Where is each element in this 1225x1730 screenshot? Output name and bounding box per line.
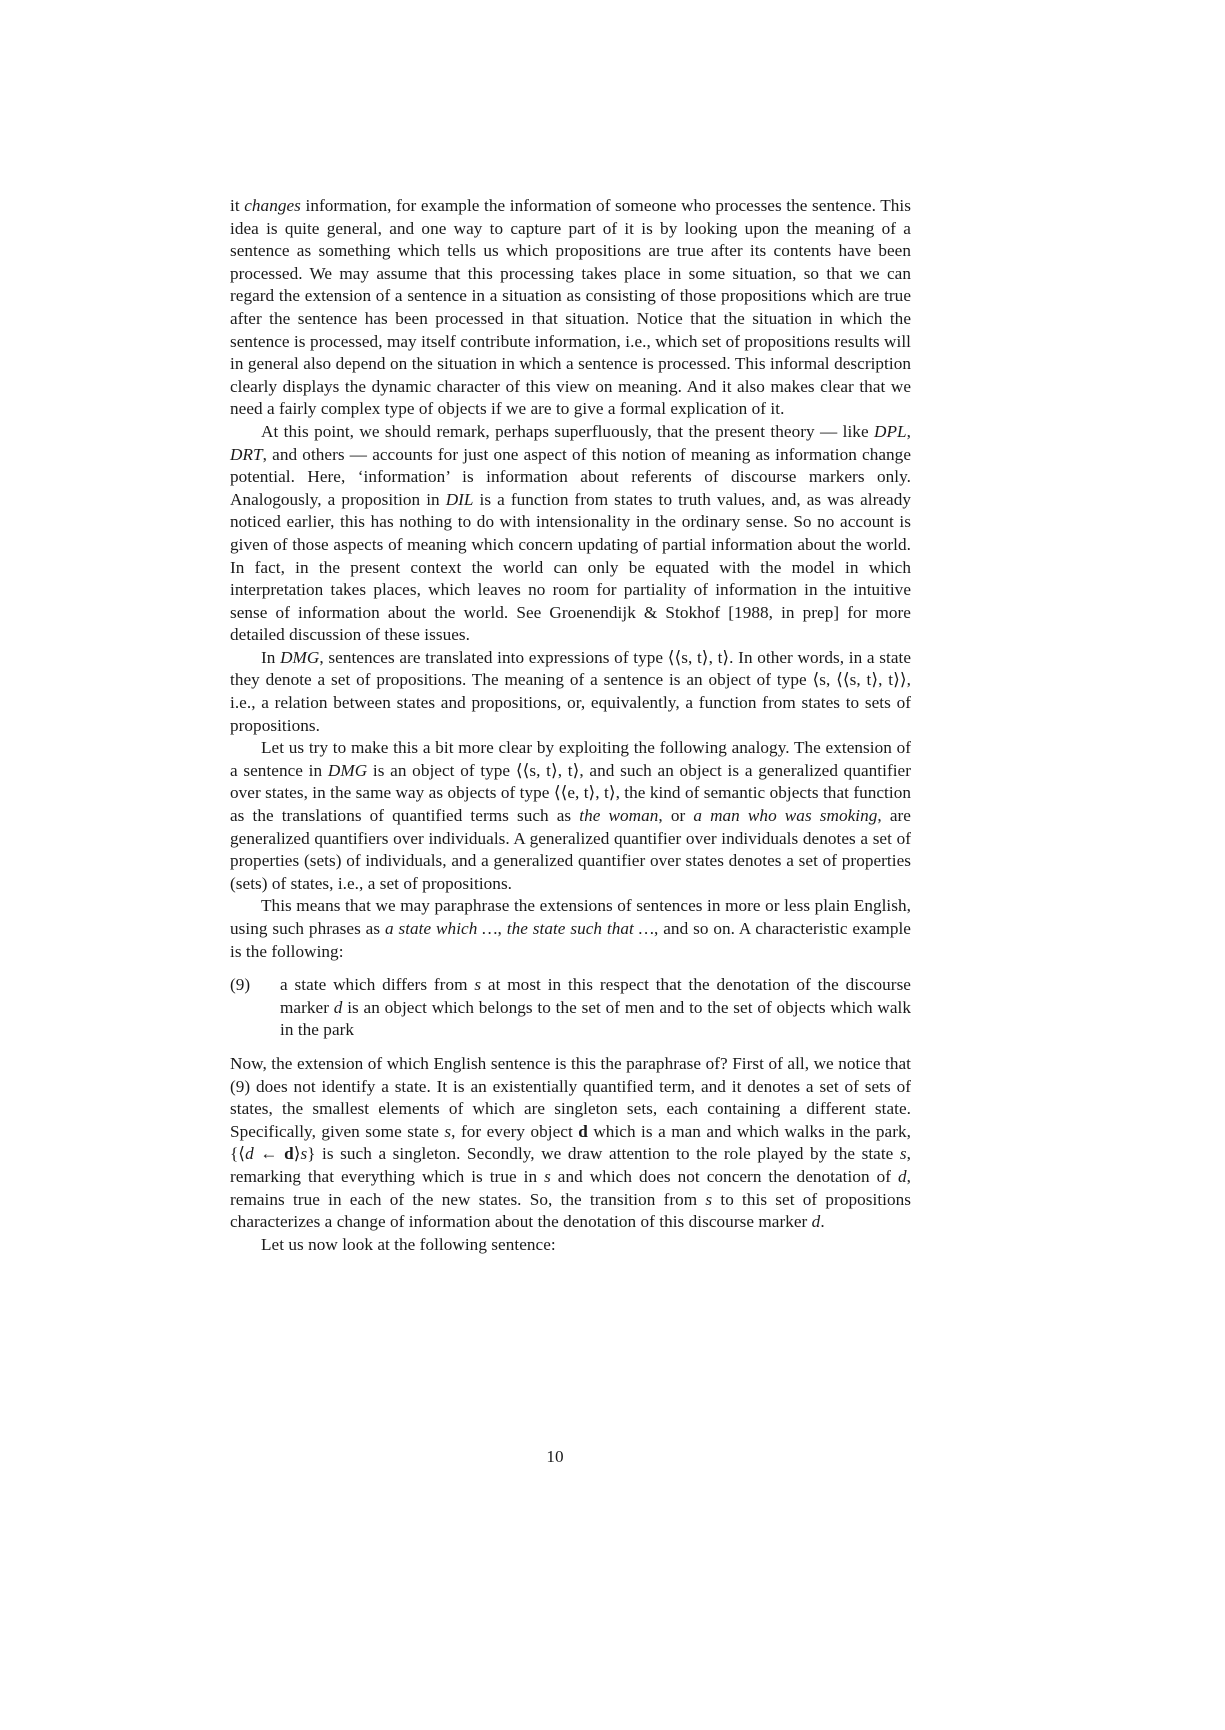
text-run: a state which differs from <box>280 975 475 995</box>
text-run: In <box>261 647 281 667</box>
text-run: is a function from states to truth values, and, as was already noticed earlier, this has nothing to do with intensionality in the ordinary sense. So no account is given of those aspects of meaning which concern updating of partial information about the world. In fact, in the present context the world can only be equated with the model in which interpretation takes places, which leaves no room for partiality of information in the intuitive sense of information about the world. See Groenendijk & Stokhof [1988, in prep] for more detailed discussion of these issues. <box>230 489 911 645</box>
italic-term: the woman <box>579 806 659 826</box>
paragraph-6 <box>230 1053 911 1234</box>
italic-term: a state which … <box>384 919 498 938</box>
paragraph-7 <box>230 1234 911 1257</box>
text-run: , sentences are translated into expressions of type ⟨⟨s, t⟩, t⟩. In other words, in a state they denote a set of propositions. The meaning of a sentence is an object of type ⟨s, ⟨⟨s, t⟩, t⟩⟩, i.e., a relation between states and propositions, or, equivalently, a function from states to sets of propositions. <box>230 647 911 735</box>
page-number: 10 <box>546 1447 564 1466</box>
text-run: , and so on. A characteristic example is the following: <box>230 919 911 961</box>
paragraph-2 <box>230 421 911 647</box>
paragraph-1 <box>230 195 911 421</box>
body-text <box>230 195 911 1256</box>
italic-term: DPL <box>874 421 907 441</box>
text-run: , <box>497 919 507 938</box>
math-var: d <box>811 1212 821 1232</box>
math-bold: d <box>578 1121 588 1141</box>
italic-term: the state such that … <box>506 919 655 938</box>
math-var: s <box>300 1144 308 1164</box>
paragraph-5 <box>230 895 911 963</box>
math-var: d <box>245 1144 254 1164</box>
text-run: , and others — accounts for just one aspect of this notion of meaning as information change potential. Here, ‘information’ is information about referents of discourse markers only. Analogously, a proposition in <box>230 444 911 509</box>
math-var: d <box>333 997 343 1017</box>
text-run: is an object of type ⟨⟨s, t⟩, t⟩, and such an object is a generalized quantifier over states, in the same way as objects of type ⟨⟨e, t⟩, t⟩, the kind of semantic objects that function as the translations of quantified terms such as <box>230 760 911 826</box>
italic-term: DIL <box>445 489 474 509</box>
text-run: and which does not concern the denotation of <box>550 1166 898 1186</box>
text-run: , are generalized quantifiers over individuals. A generalized quantifier over individuals denotes a set of properties (sets) of individuals, and a generalized quantifier over states denotes a set of properties (sets) of states, i.e., a set of propositions. <box>230 806 911 893</box>
italic-term: DMG <box>280 647 320 667</box>
text-run: At this point, we should remark, perhaps superfluously, that the present theory — like <box>261 421 875 441</box>
text-run: } is such a singleton. Secondly, we draw attention to the role played by the state <box>307 1144 900 1164</box>
italic-term: a man who was smoking <box>693 806 878 826</box>
text-run: it <box>230 196 245 215</box>
text-run: , remarking that everything which is true in <box>230 1144 911 1186</box>
text-run: information, for example the information of someone who processes the sentence. This idea is quite general, and one way to capture part of it is by looking upon the meaning of a sentence as something which tells us which propositions are true after its contents have been processed. We may assume that this processing takes place in some situation, so that we can regard the extension of a sentence in a situation as consisting of those propositions which are true after the sentence has been processed in that situation. Notice that the situation in which the sentence is processed, may itself contribute information, i.e., which set of propositions results will in general also depend on the situation in which a sentence is processed. This informal description clearly displays the dynamic character of this view on meaning. And it also makes clear that we need a fairly complex type of objects if we are to give a formal explication of it. <box>230 196 911 419</box>
text-run: which is a man and which walks in the park, {⟨ <box>230 1121 911 1164</box>
text-run: ← <box>253 1144 285 1164</box>
example-number: (9) <box>230 975 251 995</box>
text-run: . <box>820 1212 825 1232</box>
math-var: d <box>897 1166 907 1186</box>
example-text <box>280 974 911 1042</box>
math-var: s <box>899 1144 907 1164</box>
italic-term: DMG <box>327 760 368 780</box>
text-run: , remains true in each of the new states. So, the transition from <box>230 1166 911 1209</box>
math-var: s <box>474 975 482 995</box>
text-run: Let us try to make this a bit more clear by exploiting the following analogy. The extension of a sentence in <box>230 738 911 780</box>
math-var: s <box>444 1121 452 1141</box>
italic-term: changes <box>244 196 301 215</box>
text-run: Let us now look at the following sentence: <box>261 1234 556 1254</box>
text-run: is an object which belongs to the set of men and to the set of objects which walk in the park <box>280 997 911 1040</box>
italic-term: DRT <box>230 444 263 464</box>
paragraph-3 <box>230 647 911 737</box>
math-var: s <box>705 1189 713 1209</box>
text-run: , or <box>658 806 694 826</box>
text-run: , <box>906 421 911 441</box>
text-run: This means that we may paraphrase the extensions of sentences in more or less plain English, using such phrases as <box>230 896 911 938</box>
text-run: Now, the extension of which English sentence is this the paraphrase of? First of all, we notice that (9) does not identify a state. It is an existentially quantified term, and it denotes a set of sets of states, the smallest elements of which are singleton sets, each containing a different state. Specifically, given some state <box>230 1053 911 1141</box>
text-run: ⟩ <box>293 1144 301 1164</box>
text-run: at most in this respect that the denotation of the discourse marker <box>280 975 911 1017</box>
text-run: , for every object <box>451 1121 579 1141</box>
math-var: s <box>544 1166 551 1186</box>
paragraph-4 <box>230 737 911 895</box>
text-run: to this set of propositions characterizes a change of information about the denotation of this discourse marker <box>230 1189 911 1232</box>
math-bold: d <box>284 1144 294 1164</box>
numbered-example <box>230 974 911 1042</box>
